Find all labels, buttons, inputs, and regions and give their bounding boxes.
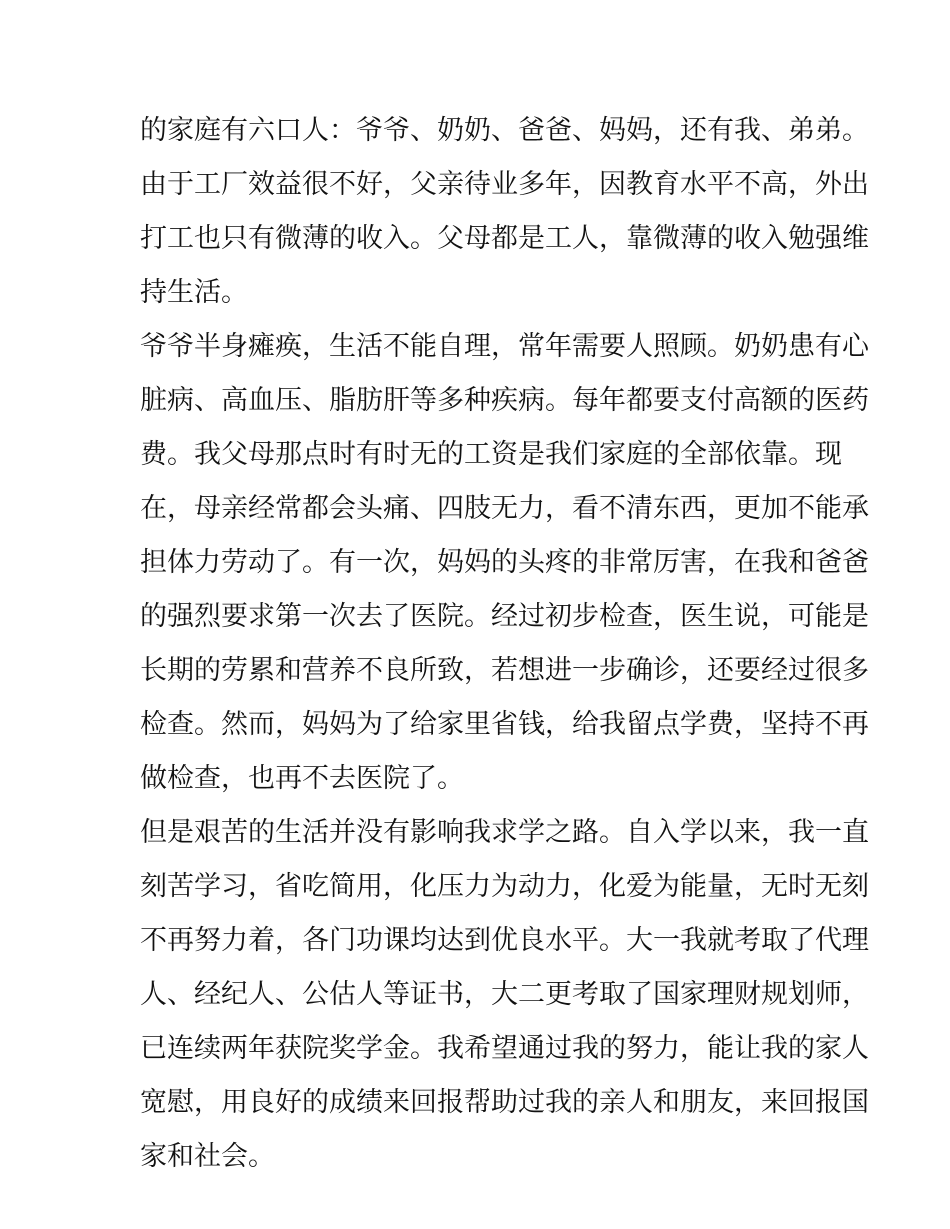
text-line: 的家庭有六口人：爷爷、奶奶、爸爸、妈妈，还有我、弟弟。: [140, 115, 869, 146]
text-line: 长期的劳累和营养不良所致，若想进一步确诊，还要经过很多: [140, 655, 869, 686]
text-line: 已连续两年获院奖学金。我希望通过我的努力，能让我的家人: [140, 1033, 869, 1064]
body-text: [140, 104, 869, 1184]
text-line: 不再努力着，各门功课均达到优良水平。大一我就考取了代理: [140, 925, 869, 956]
text-line: 家和社会。: [140, 1141, 275, 1172]
text-line: 在，母亲经常都会头痛、四肢无力，看不清东西，更加不能承: [140, 493, 869, 524]
text-line: 脏病、高血压、脂肪肝等多种疾病。每年都要支付高额的医药: [140, 385, 869, 416]
text-line: 打工也只有微薄的收入。父母都是工人，靠微薄的收入勉强维: [140, 223, 869, 254]
text-line: 爷爷半身瘫痪，生活不能自理，常年需要人照顾。奶奶患有心: [140, 331, 869, 362]
text-line: 由于工厂效益很不好，父亲待业多年，因教育水平不高，外出: [140, 169, 869, 200]
text-line: 人、经纪人、公估人等证书，大二更考取了国家理财规划师，: [140, 979, 869, 1010]
text-line: 的强烈要求第一次去了医院。经过初步检查，医生说，可能是: [140, 601, 869, 632]
text-line: 检查。然而，妈妈为了给家里省钱，给我留点学费，坚持不再: [140, 709, 869, 740]
text-line: 刻苦学习，省吃简用，化压力为动力，化爱为能量，无时无刻: [140, 871, 869, 902]
text-line: 宽慰，用良好的成绩来回报帮助过我的亲人和朋友，来回报国: [140, 1087, 869, 1118]
text-line: 担体力劳动了。有一次，妈妈的头疼的非常厉害，在我和爸爸: [140, 547, 869, 578]
text-line: 做检查，也再不去医院了。: [140, 763, 464, 794]
text-line: 持生活。: [140, 277, 248, 308]
text-line: 但是艰苦的生活并没有影响我求学之路。自入学以来，我一直: [140, 817, 869, 848]
text-line: 费。我父母那点时有时无的工资是我们家庭的全部依靠。现: [140, 439, 842, 470]
